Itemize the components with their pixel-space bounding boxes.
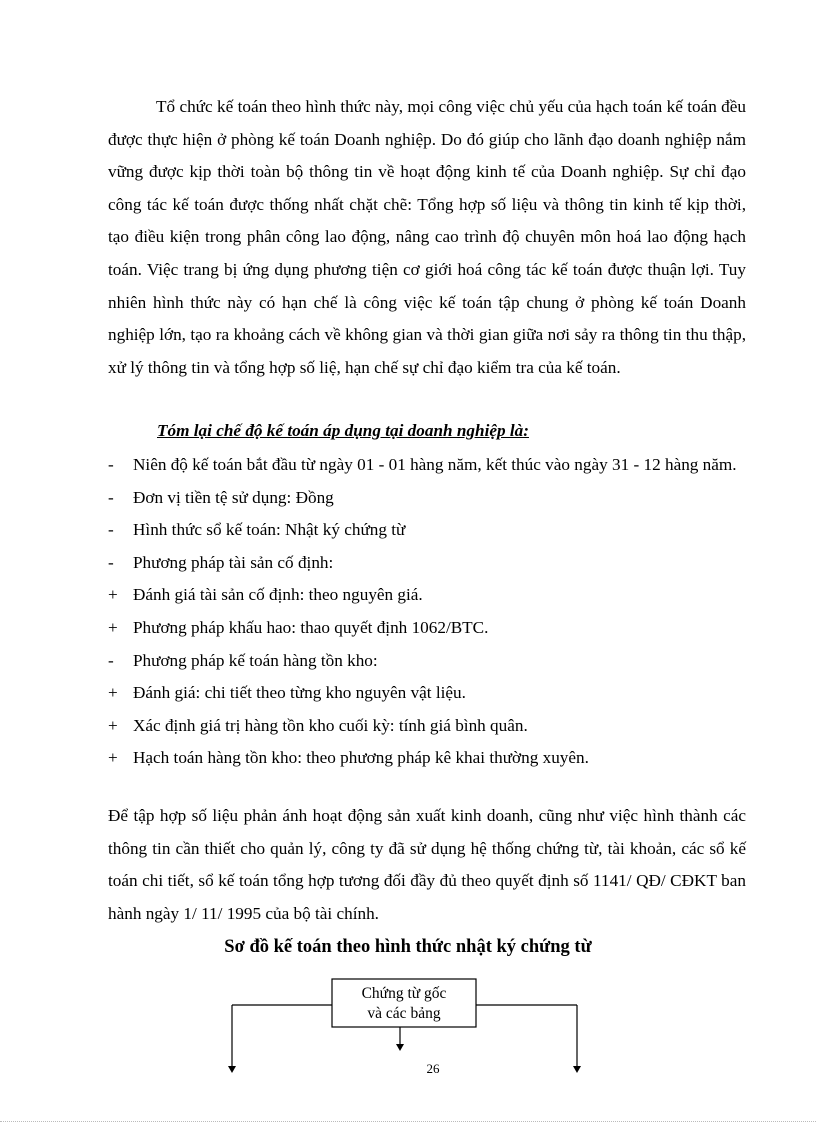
page-number: 26 [426, 1061, 440, 1076]
list-item-text: Hình thức sổ kế toán: Nhật ký chứng từ [133, 520, 406, 540]
list-bullet: - [108, 650, 114, 670]
center-arrow-head [396, 1044, 404, 1051]
list-item-text: Niên độ kế toán bắt đầu từ ngày 01 - 01 hàng năm, kết thúc vào ngày 31 - 12 hàng năm. [133, 455, 737, 474]
list-item-text: Hạch toán hàng tồn kho: theo phương pháp kê khai thường xuyên. [133, 748, 589, 768]
diagram-title: Sơ đồ kế toán theo hình thức nhật ký chứng từ [224, 937, 592, 957]
list-item-text: Đơn vị tiền tệ sử dụng: Đồng [133, 487, 334, 507]
list-item-text: Đánh giá: chi tiết theo từng kho nguyên vật liệu. [133, 683, 466, 703]
closing-paragraph: Để tập hợp số liệu phản ánh hoạt động sản xuất kinh doanh, cũng như việc hình thành các thông tin cần thiết cho quản lý, công ty đã sử dụng hệ thống chứng từ, tài khoản, các sổ kế toán chi tiết, sổ kế toán tổng hợp tương đối đầy đủ theo quyết định số 1141/ QĐ/ CĐKT ban hành ngày 1/ 11/ 1995 của bộ tài chính. [108, 806, 746, 923]
intro-paragraph: Tổ chức kế toán theo hình thức này, mọi công việc chủ yếu của hạch toán kế toán đều được thực hiện ở phòng kế toán Doanh nghiệp. Do đó giúp cho lãnh đạo doanh nghiệp nắm vững được kịp thời toàn bộ thông tin về hoạt động kinh tế của Doanh nghiệp. Sự chỉ đạo công tác kế toán được thống nhất chặt chẽ: Tổng hợp số liệu và thông tin kinh tế kịp thời, tạo điều kiện trong phân công lao động, nâng cao trình độ chuyên môn hoá lao động hạch toán. Việc trang bị ứng dụng phương tiện cơ giới hoá công tác kế toán được thuận lợi. Tuy nhiên hình thức này có hạn chế là công việc kế toán tập chung ở phòng kế toán Doanh nghiệp lớn, tạo ra khoảng cách về không gian và thời gian giữa nơi sảy ra thông tin thu thập, xử lý thông tin và tổng hợp số liệ, hạn chế sự chỉ đạo kiểm tra của kế toán. [108, 97, 746, 377]
source-documents-label [332, 984, 476, 1024]
list-bullet: - [108, 520, 114, 540]
list-bullet: - [108, 552, 114, 572]
list-item-text: Phương pháp kế toán hàng tồn kho: [133, 650, 378, 670]
list-bullet: + [108, 683, 118, 703]
list-item-text: Phương pháp tài sản cố định: [133, 552, 334, 572]
source-box-line-2: và các bảng [367, 1005, 441, 1022]
list-bullet: + [108, 617, 118, 637]
list-bullet: - [108, 455, 114, 474]
list-bullet: + [108, 585, 118, 605]
list-bullet: + [108, 748, 118, 768]
list-item-text: Phương pháp khấu hao: thao quyết định 1062/BTC. [133, 617, 489, 637]
list-item-text: Đánh giá tài sản cố định: theo nguyên giá. [133, 585, 423, 605]
list-bullet: - [108, 487, 114, 507]
source-box-line-1: Chứng từ gốc [361, 985, 447, 1002]
summary-heading: Tóm lại chế độ kế toán áp dụng tại doanh nghiệp là: [157, 421, 529, 440]
list-bullet: + [108, 715, 118, 735]
page-bottom-divider [0, 1121, 816, 1122]
list-item-text: Xác định giá trị hàng tồn kho cuối kỳ: tính giá bình quân. [133, 715, 528, 735]
